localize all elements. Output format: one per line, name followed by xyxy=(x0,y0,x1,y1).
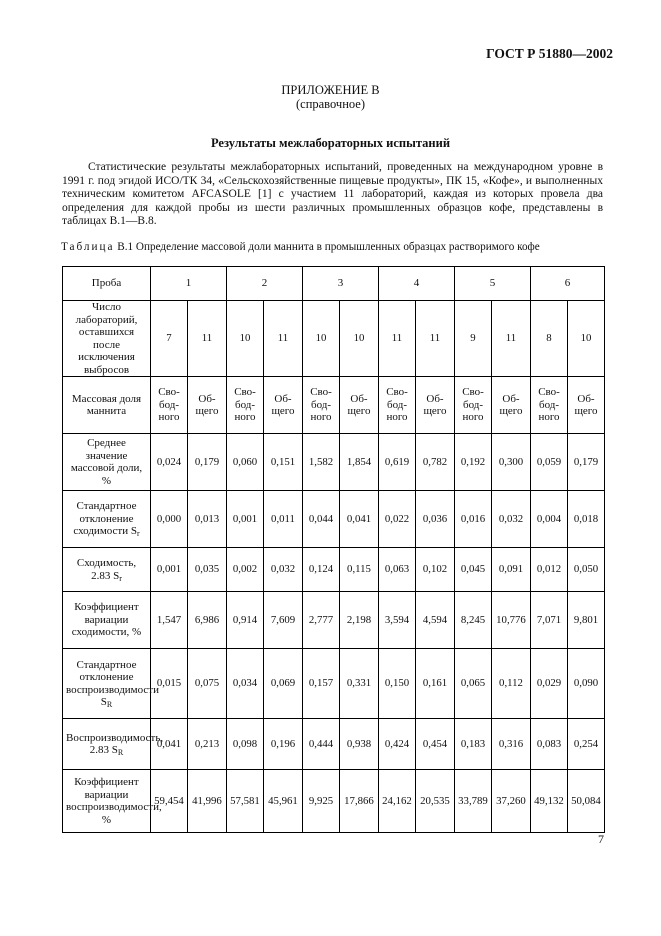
sample-number: 5 xyxy=(455,267,531,301)
value-cell: 0,065 xyxy=(455,649,492,719)
free-mannitol-header: Сво- бод- ного xyxy=(531,377,568,434)
value-cell: 0,161 xyxy=(416,649,455,719)
mass-fraction-row xyxy=(63,377,605,434)
table-caption-text: В.1 Определение массовой доли маннита в промышленных образцах растворимого кофе xyxy=(117,241,540,253)
labs-count-cell: 7 xyxy=(151,301,188,377)
data-row xyxy=(63,770,605,833)
table-caption xyxy=(61,241,621,253)
row-label-text: Стандартное отклонение сходимости S xyxy=(73,500,137,538)
row-label xyxy=(63,548,151,592)
row-label-text: Коэффициент вариации воспроизводимости, % xyxy=(66,776,162,826)
value-cell: 0,938 xyxy=(340,719,379,770)
value-cell: 0,914 xyxy=(227,592,264,649)
appendix-subtitle: (справочное) xyxy=(295,97,366,111)
value-cell: 0,075 xyxy=(188,649,227,719)
value-cell: 59,454 xyxy=(151,770,188,833)
value-cell: 17,866 xyxy=(340,770,379,833)
value-cell: 0,196 xyxy=(264,719,303,770)
value-cell: 0,001 xyxy=(227,491,264,548)
value-cell: 1,854 xyxy=(340,434,379,491)
value-cell: 37,260 xyxy=(492,770,531,833)
value-cell: 2,777 xyxy=(303,592,340,649)
sample-number: 1 xyxy=(151,267,227,301)
sample-header-label: Проба xyxy=(63,267,151,301)
sample-number: 3 xyxy=(303,267,379,301)
free-mannitol-header: Сво- бод- ного xyxy=(379,377,416,434)
value-cell: 0,157 xyxy=(303,649,340,719)
labs-count-cell: 11 xyxy=(264,301,303,377)
row-label xyxy=(63,770,162,833)
table-caption-label: Таблица xyxy=(61,241,115,253)
value-cell: 0,002 xyxy=(227,548,264,592)
row-label-text: Воспроизводимость, 2.83 S xyxy=(66,731,164,756)
labs-count-cell: 11 xyxy=(379,301,416,377)
value-cell: 0,060 xyxy=(227,434,264,491)
section-title: Результаты межлабораторных испытаний xyxy=(210,136,451,150)
value-cell: 57,581 xyxy=(227,770,264,833)
mass-fraction-label: Массовая доля маннита xyxy=(63,377,151,434)
total-mannitol-header: Об- щего xyxy=(568,377,605,434)
row-label xyxy=(63,491,151,548)
data-row xyxy=(63,719,605,770)
row-label xyxy=(63,434,151,491)
value-cell: 0,102 xyxy=(416,548,455,592)
value-cell: 0,050 xyxy=(568,548,605,592)
value-cell: 33,789 xyxy=(455,770,492,833)
labs-count-cell: 11 xyxy=(416,301,455,377)
value-cell: 0,444 xyxy=(303,719,340,770)
value-cell: 7,609 xyxy=(264,592,303,649)
value-cell: 7,071 xyxy=(531,592,568,649)
value-cell: 0,063 xyxy=(379,548,416,592)
value-cell: 0,013 xyxy=(188,491,227,548)
standard-number: ГОСТ Р 51880—2002 xyxy=(486,46,613,61)
value-cell: 1,547 xyxy=(151,592,188,649)
sample-number: 2 xyxy=(227,267,303,301)
row-label xyxy=(63,649,159,719)
value-cell: 0,192 xyxy=(455,434,492,491)
value-cell: 0,179 xyxy=(568,434,605,491)
row-label-text: Сходимость, 2.83 S xyxy=(76,557,137,582)
value-cell: 1,582 xyxy=(303,434,340,491)
data-row xyxy=(63,548,605,592)
free-mannitol-header: Сво- бод- ного xyxy=(227,377,264,434)
value-cell: 0,331 xyxy=(340,649,379,719)
row-label-text: Коэффициент вариации сходимости, % xyxy=(71,601,142,639)
value-cell: 0,015 xyxy=(151,649,188,719)
value-cell: 0,782 xyxy=(416,434,455,491)
sample-number: 6 xyxy=(531,267,605,301)
value-cell: 0,059 xyxy=(531,434,568,491)
free-mannitol-header: Сво- бод- ного xyxy=(455,377,492,434)
labs-label: Число лабораторий, оставшихся после исключения выбросов xyxy=(63,301,151,377)
total-mannitol-header: Об- щего xyxy=(416,377,455,434)
value-cell: 0,041 xyxy=(151,719,188,770)
appendix-title: ПРИЛОЖЕНИЕ В xyxy=(281,83,380,97)
row-label-text: Среднее значение массовой доли, % xyxy=(70,437,143,487)
labs-count-cell: 10 xyxy=(568,301,605,377)
value-cell: 2,198 xyxy=(340,592,379,649)
value-cell: 10,776 xyxy=(492,592,531,649)
value-cell: 0,001 xyxy=(151,548,188,592)
value-cell: 3,594 xyxy=(379,592,416,649)
data-row xyxy=(63,491,605,548)
value-cell: 9,801 xyxy=(568,592,605,649)
sample-header-row xyxy=(63,267,605,301)
value-cell: 0,041 xyxy=(340,491,379,548)
value-cell: 0,183 xyxy=(455,719,492,770)
free-mannitol-header: Сво- бод- ного xyxy=(151,377,188,434)
value-cell: 0,000 xyxy=(151,491,188,548)
appendix-heading xyxy=(0,83,661,111)
value-cell: 0,300 xyxy=(492,434,531,491)
row-label-subscript: R xyxy=(117,748,124,757)
labs-count-cell: 11 xyxy=(492,301,531,377)
value-cell: 0,150 xyxy=(379,649,416,719)
total-mannitol-header: Об- щего xyxy=(264,377,303,434)
labs-count-cell: 10 xyxy=(340,301,379,377)
labs-count-cell: 9 xyxy=(455,301,492,377)
intro-paragraph: Статистические результаты межлабораторных испытаний, проведенных на международном уровне в 1991 г. под эгидой ИСО/ТК 34, «Сельскохозяйственные пищевые продукты», ПК 15, «Кофе», и выполненных техническим комитетом AFCASOLE [1] с участием 11 лабораторий, каждая из которых провела два определения для каждой пробы из шести различных промышленных образцов кофе, представлены в таблицах В.1—В.8. xyxy=(62,161,603,227)
value-cell: 0,090 xyxy=(568,649,605,719)
value-cell: 0,069 xyxy=(264,649,303,719)
value-cell: 20,535 xyxy=(416,770,455,833)
row-label xyxy=(63,592,151,649)
value-cell: 0,179 xyxy=(188,434,227,491)
value-cell: 41,996 xyxy=(188,770,227,833)
value-cell: 0,115 xyxy=(340,548,379,592)
value-cell: 0,316 xyxy=(492,719,531,770)
value-cell: 0,029 xyxy=(531,649,568,719)
value-cell: 0,454 xyxy=(416,719,455,770)
labs-count-cell: 8 xyxy=(531,301,568,377)
value-cell: 0,036 xyxy=(416,491,455,548)
row-label-subscript: R xyxy=(106,700,113,709)
value-cell: 6,986 xyxy=(188,592,227,649)
value-cell: 0,034 xyxy=(227,649,264,719)
labs-count-cell: 10 xyxy=(303,301,340,377)
value-cell: 0,151 xyxy=(264,434,303,491)
row-label-subscript: r xyxy=(137,529,140,539)
value-cell: 0,024 xyxy=(151,434,188,491)
total-mannitol-header: Об- щего xyxy=(188,377,227,434)
total-mannitol-header: Об- щего xyxy=(492,377,531,434)
value-cell: 4,594 xyxy=(416,592,455,649)
value-cell: 0,018 xyxy=(568,491,605,548)
value-cell: 0,016 xyxy=(455,491,492,548)
value-cell: 0,424 xyxy=(379,719,416,770)
value-cell: 9,925 xyxy=(303,770,340,833)
value-cell: 8,245 xyxy=(455,592,492,649)
value-cell: 0,254 xyxy=(568,719,605,770)
value-cell: 0,112 xyxy=(492,649,531,719)
value-cell: 0,045 xyxy=(455,548,492,592)
value-cell: 0,012 xyxy=(531,548,568,592)
value-cell: 0,011 xyxy=(264,491,303,548)
data-row xyxy=(63,649,605,719)
value-cell: 0,004 xyxy=(531,491,568,548)
value-cell: 49,132 xyxy=(531,770,568,833)
labs-row xyxy=(63,301,605,377)
value-cell: 0,091 xyxy=(492,548,531,592)
data-row xyxy=(63,434,605,491)
total-mannitol-header: Об- щего xyxy=(340,377,379,434)
value-cell: 0,044 xyxy=(303,491,340,548)
value-cell: 0,035 xyxy=(188,548,227,592)
value-cell: 0,083 xyxy=(531,719,568,770)
value-cell: 0,032 xyxy=(264,548,303,592)
value-cell: 0,124 xyxy=(303,548,340,592)
data-row xyxy=(63,592,605,649)
value-cell: 0,213 xyxy=(188,719,227,770)
value-cell: 24,162 xyxy=(379,770,416,833)
row-label xyxy=(63,719,164,770)
row-label-subscript: r xyxy=(119,573,122,583)
value-cell: 45,961 xyxy=(264,770,303,833)
sample-number: 4 xyxy=(379,267,455,301)
labs-count-cell: 11 xyxy=(188,301,227,377)
value-cell: 50,084 xyxy=(568,770,605,833)
value-cell: 0,619 xyxy=(379,434,416,491)
value-cell: 0,022 xyxy=(379,491,416,548)
free-mannitol-header: Сво- бод- ного xyxy=(303,377,340,434)
value-cell: 0,098 xyxy=(227,719,264,770)
labs-count-cell: 10 xyxy=(227,301,264,377)
page-number: 7 xyxy=(598,832,604,846)
row-label-text: Стандартное отклонение воспроизводимости S xyxy=(66,658,159,708)
value-cell: 0,032 xyxy=(492,491,531,548)
results-table xyxy=(62,266,605,833)
